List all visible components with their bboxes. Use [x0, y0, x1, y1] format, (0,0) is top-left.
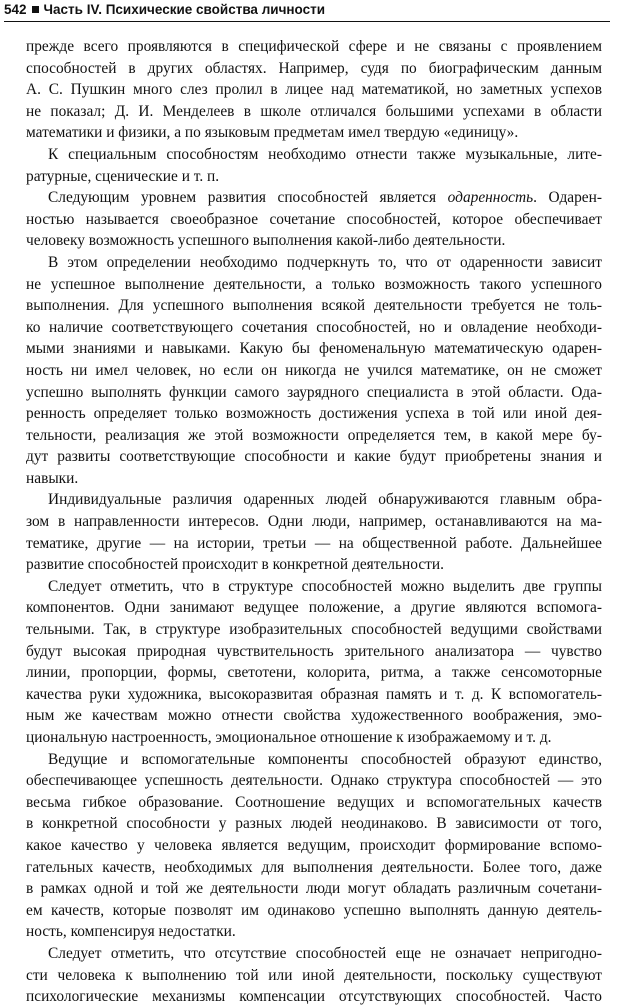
text-line: навыки.: [26, 469, 79, 487]
text-line: ренность определяет только возможность достижения успеха в той или иной дея-: [26, 405, 602, 423]
text-line: весьма гибкое образование. Соотношение ведущих и вспомогательных качеств: [26, 793, 602, 811]
text-line: в рамках одной и той же деятельности люди могут обладать различным сочетани-: [26, 880, 602, 898]
text-line: успешно выполнять функции самого заурядного специалиста в этой области. Ода-: [26, 383, 602, 401]
text-line: обеспечивающее успешность деятельности. Однако структура способностей — это: [26, 772, 602, 790]
text-line: ратурные, сценические и т. п.: [26, 167, 220, 185]
text-line: ем качеств, которые позволят им одинаково успешно выполнять данную деятель-: [26, 901, 602, 919]
page-number: 542: [4, 2, 27, 17]
section-title: Часть IV. Психические свойства личности: [43, 2, 326, 17]
text-line: прежде всего проявляются в специфической сфере и не связаны с проявлением: [26, 38, 602, 55]
text-line: линии, пропорции, формы, светотени, колорита, ритма, а также сенсомоторные: [26, 664, 602, 682]
text-line: в конкретной способности у разных людей неодинаково. В зависимости от того,: [26, 815, 602, 833]
text-line: мыми знаниями и навыками. Какую бы феноменальную математическую одарен-: [26, 340, 602, 358]
text-line: А. С. Пушкин много слез пролил в лицее над математикой, но заметных успехов: [26, 81, 602, 99]
square-bullet-icon: [32, 6, 39, 13]
text-line: циональную настроенность, эмоциональное отношение к изображаемому и т. д.: [26, 729, 552, 746]
text-line: Индивидуальные различия одаренных людей обнаруживаются главным обра-: [48, 491, 602, 509]
text-line: тельными. Так, в структуре изобразительных способностей ведущими свойствами: [26, 621, 602, 639]
text-line: ным же качествам можно отнести свойства художественного воображения, эмо-: [26, 707, 602, 725]
term-giftedness: одаренность: [447, 189, 534, 207]
text-line: В этом определении необходимо подчеркнуть то, что от одаренности зависит: [48, 253, 602, 271]
body-text: [26, 36, 602, 1008]
text-line: Следует отметить, что в структуре способностей можно выделить две группы: [48, 577, 602, 595]
text-line: компонентов. Одни занимают ведущее положение, а другие являются вспомога-: [26, 599, 602, 617]
text-line: не успешное выполнение деятельности, а только возможность такого успешного: [26, 275, 602, 293]
text-line: психологические механизмы компенсации отсутствующих способностей. Часто: [26, 988, 602, 1006]
text-line: способностей в других областях. Например, судя по биографическим данным: [26, 59, 602, 77]
text-run: . Одарен-: [533, 189, 602, 207]
text-line: ко наличие соответствующего сочетания способностей, но и овладение необходи-: [26, 318, 602, 336]
text-line: ность ни имел человек, но если он никогда не учился математике, он не сможет: [26, 361, 602, 379]
text-line: развитие способностей происходит в конкретной деятельности.: [26, 556, 444, 574]
text-line: математики и физики, а по языковым предметам имел твердую «единицу».: [26, 124, 519, 142]
text-line: [26, 187, 602, 209]
text-line: сти человека к выполнению той или иной деятельности, поскольку существуют: [26, 966, 602, 984]
text-line: тематике, другие — на истории, третьи — на общественной работе. Дальнейшее: [26, 534, 602, 552]
text-line: какое качество у человека является ведущим, происходит формирование вспомо-: [26, 836, 602, 854]
text-line: ность, компенсируя недостатки.: [26, 923, 236, 941]
text-line: дут развиты соответствующие способности и какие будут приобретены знания и: [26, 448, 602, 466]
text-line: качества руки художника, высокоразвитая образная память и т. д. К вспомогатель-: [26, 685, 602, 703]
running-header: [4, 0, 610, 22]
text-line: тельности, реализация же этой возможности определяется тем, в какой мере бу-: [26, 426, 602, 444]
text-line: зом в направленности интересов. Одни люди, например, останавливаются на ма-: [26, 513, 602, 531]
text-line: Следует отметить, что отсутствие способностей еще не означает непригодно-: [48, 944, 602, 962]
text-line: ностью называется своеобразное сочетание способностей, которое обеспечивает: [26, 210, 602, 228]
text-run: Следующим уровнем развития способностей является: [48, 189, 448, 207]
text-line: не показал; Д. И. Менделеев в школе отличался большими успехами в области: [26, 102, 602, 120]
text-line: будут высокая природная чувствительность зрительного анализатора — чувство: [26, 642, 602, 660]
text-line: выполнения. Для успешного выполнения всякой деятельности требуется не толь-: [26, 297, 602, 315]
text-line: человеку возможность успешного выполнения какой-либо деятельности.: [26, 232, 506, 250]
text-line: К специальным способностям необходимо отнести также музыкальные, лите-: [48, 145, 602, 163]
text-line: гательных качеств, необходимых для выполнения деятельности. Более того, даже: [26, 858, 602, 876]
text-line: Ведущие и вспомогательные компоненты способностей образуют единство,: [48, 750, 602, 768]
